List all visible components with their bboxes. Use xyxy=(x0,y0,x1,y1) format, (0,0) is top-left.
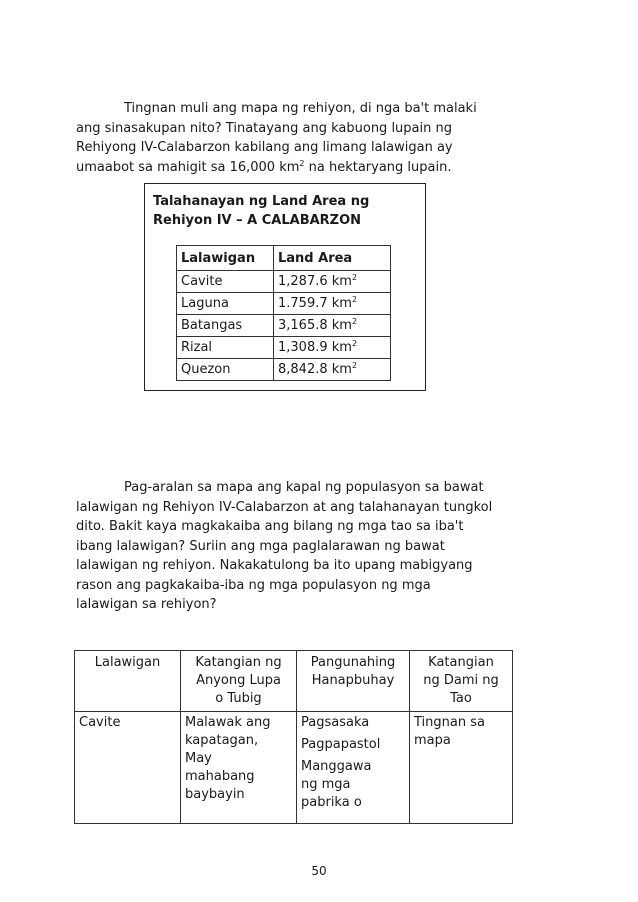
intro-line: Tingnan muli ang mapa ng rehiyon, di nga ba't malaki xyxy=(124,101,477,116)
header-province: Lalawigan xyxy=(177,246,274,271)
superscript: 2 xyxy=(299,158,305,168)
area-unit: km xyxy=(327,362,352,377)
land-area-table xyxy=(176,245,391,381)
header-line: ng Dami ng xyxy=(423,673,499,688)
province-cell: Cavite xyxy=(177,271,274,293)
area-value: 1,287.6 xyxy=(278,274,328,289)
table-header-row xyxy=(177,246,391,271)
cell-line: baybayin xyxy=(185,787,245,802)
pop-line: dito. Bakit kaya magkakaiba ang bilang ng mga tao sa iba't xyxy=(76,519,464,534)
table-row xyxy=(177,293,391,315)
title-line: Rehiyon IV – A CALABARZON xyxy=(153,213,362,228)
area-cell xyxy=(274,315,391,337)
pop-line: lalawigan ng Rehiyon IV-Calabarzon at ang talahanayan tungkol xyxy=(76,499,493,515)
landform-cell xyxy=(181,712,297,824)
title-line: Talahanayan ng Land Area ng xyxy=(153,194,370,209)
cell-line: pabrika o xyxy=(301,795,362,810)
province-cell: Laguna xyxy=(177,293,274,315)
pop-line: lalawigan sa rehiyon? xyxy=(76,597,217,612)
header-land-area: Land Area xyxy=(274,246,391,271)
cell-line: Manggawa xyxy=(301,759,372,774)
header-line: Katangian ng xyxy=(195,655,282,670)
table-row xyxy=(177,359,391,381)
header-line: Lalawigan xyxy=(94,655,161,670)
intro-line: umaabot sa mahigit sa 16,000 km xyxy=(76,159,300,175)
cell-line: mapa xyxy=(414,733,451,748)
table-row xyxy=(75,712,513,824)
population-paragraph xyxy=(76,478,566,615)
header-landform xyxy=(181,651,297,712)
area-value: 1.759.7 xyxy=(278,296,328,311)
area-cell xyxy=(274,337,391,359)
superscript: 2 xyxy=(351,361,358,370)
pop-line: rason ang pagkakaiba-iba ng mga populasyon ng mga xyxy=(76,577,431,593)
area-unit: km xyxy=(327,274,352,289)
header-line: Anyong Lupa xyxy=(196,673,281,688)
livelihood-cell xyxy=(297,712,410,824)
area-unit: km xyxy=(327,296,352,311)
land-area-box xyxy=(144,183,426,391)
header-livelihood xyxy=(297,651,410,712)
intro-line: na hektaryang lupain. xyxy=(304,159,452,175)
cell-line: May xyxy=(185,751,212,766)
pop-line: lalawigan ng rehiyon. Nakakatulong ba ito upang mabigyang xyxy=(76,558,473,573)
province-cell: Rizal xyxy=(177,337,274,359)
area-cell xyxy=(274,271,391,293)
superscript: 2 xyxy=(351,339,358,348)
superscript: 2 xyxy=(351,295,358,304)
area-cell xyxy=(274,359,391,381)
header-population xyxy=(410,651,513,712)
superscript: 2 xyxy=(351,273,358,282)
population-cell xyxy=(410,712,513,824)
province-cell: Quezon xyxy=(177,359,274,381)
area-unit: km xyxy=(327,318,352,333)
pop-line: ibang lalawigan? Suriin ang mga paglalarawan ng bawat xyxy=(76,538,445,554)
cell-line: Tingnan sa xyxy=(414,715,485,730)
area-value: 1,308.9 xyxy=(278,340,328,355)
header-line: o Tubig xyxy=(215,691,262,706)
table-row xyxy=(177,337,391,359)
intro-line: ang sinasakupan nito? Tinatayang ang kabuong lupain ng xyxy=(76,120,452,136)
province-cell: Cavite xyxy=(75,712,181,824)
pop-line: Pag-aralan sa mapa ang kapal ng populasyon sa bawat xyxy=(124,480,484,495)
cell-line: Pagpapastol xyxy=(301,737,381,752)
cell-line: Pagsasaka xyxy=(301,715,370,730)
area-cell xyxy=(274,293,391,315)
land-area-title xyxy=(153,192,413,230)
cell-line: ng mga xyxy=(301,777,351,792)
superscript: 2 xyxy=(351,317,358,326)
area-unit: km xyxy=(327,340,352,355)
table-row xyxy=(177,315,391,337)
province-cell: Batangas xyxy=(177,315,274,337)
cell-line: Malawak ang xyxy=(185,715,271,730)
cell-line: mahabang xyxy=(185,769,255,784)
table-header-row xyxy=(75,651,513,712)
cell-line: kapatagan, xyxy=(185,733,259,748)
header-line: Pangunahing xyxy=(310,655,396,670)
header-line: Hanapbuhay xyxy=(311,673,395,688)
province-characteristics-table xyxy=(74,650,513,824)
intro-line: Rehiyong IV-Calabarzon kabilang ang limang lalawigan ay xyxy=(76,140,453,155)
table-row xyxy=(177,271,391,293)
area-value: 8,842.8 xyxy=(278,362,328,377)
header-province xyxy=(75,651,181,712)
intro-paragraph xyxy=(76,99,566,177)
page-number: 50 xyxy=(311,864,327,878)
header-line: Tao xyxy=(450,691,472,706)
area-value: 3,165.8 xyxy=(278,318,328,333)
header-line: Katangian xyxy=(428,655,494,670)
